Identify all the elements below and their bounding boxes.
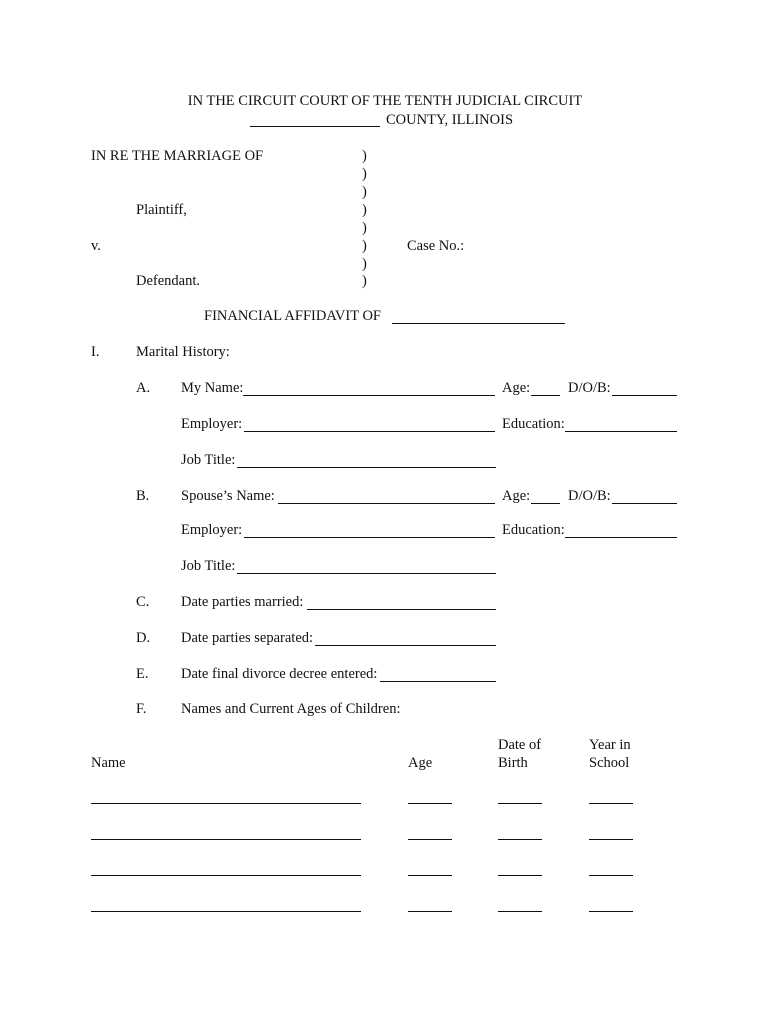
job-title-label: Job Title: xyxy=(181,452,236,468)
col-header-year: School xyxy=(589,755,630,771)
child-year-field[interactable] xyxy=(589,839,633,840)
my-name-field[interactable] xyxy=(243,395,495,396)
caption-paren: ) xyxy=(362,273,367,289)
caption-paren: ) xyxy=(362,184,367,200)
spouse-dob-field[interactable] xyxy=(612,503,677,504)
child-name-field[interactable] xyxy=(91,839,361,840)
child-age-field[interactable] xyxy=(408,911,452,912)
section-numeral: I. xyxy=(91,344,100,360)
spouse-name-field[interactable] xyxy=(278,503,495,504)
date-separated-field[interactable] xyxy=(315,645,496,646)
date-married-field[interactable] xyxy=(307,609,496,610)
employer-label: Employer: xyxy=(181,522,243,538)
age-label: Age: xyxy=(502,488,531,504)
child-dob-field[interactable] xyxy=(498,911,542,912)
child-age-field[interactable] xyxy=(408,803,452,804)
caption-paren: ) xyxy=(362,202,367,218)
child-year-field[interactable] xyxy=(589,803,633,804)
item-letter-b: B. xyxy=(136,488,150,504)
col-header-dob: Date of xyxy=(498,737,542,753)
county-label: COUNTY, ILLINOIS xyxy=(386,112,514,128)
child-dob-field[interactable] xyxy=(498,803,542,804)
date-married-label: Date parties married: xyxy=(181,594,304,610)
col-header-age: Age xyxy=(408,755,433,771)
court-title: IN THE CIRCUIT COURT OF THE TENTH JUDICIAL CIRCUIT xyxy=(187,93,583,109)
in-re-marriage-label: IN RE THE MARRIAGE OF xyxy=(91,148,264,164)
col-header-dob: Birth xyxy=(498,755,528,771)
case-number-label: Case No.: xyxy=(407,238,465,254)
affiant-name-blank[interactable] xyxy=(392,323,565,324)
caption-paren: ) xyxy=(362,166,367,182)
date-separated-label: Date parties separated: xyxy=(181,630,314,646)
child-name-field[interactable] xyxy=(91,875,361,876)
date-decree-label: Date final divorce decree entered: xyxy=(181,666,378,682)
my-name-label: My Name: xyxy=(181,380,244,396)
spouse-age-field[interactable] xyxy=(531,503,560,504)
child-dob-field[interactable] xyxy=(498,839,542,840)
section-heading: Marital History: xyxy=(136,344,230,360)
dob-label: D/O/B: xyxy=(568,488,611,504)
versus-label: v. xyxy=(91,238,101,254)
children-heading: Names and Current Ages of Children: xyxy=(181,701,401,717)
my-age-field[interactable] xyxy=(531,395,560,396)
child-age-field[interactable] xyxy=(408,839,452,840)
item-letter-a: A. xyxy=(136,380,151,396)
spouse-job-title-field[interactable] xyxy=(237,573,496,574)
item-letter-f: F. xyxy=(136,701,147,717)
spouse-education-field[interactable] xyxy=(565,537,677,538)
education-label: Education: xyxy=(502,522,565,538)
caption-paren: ) xyxy=(362,238,367,254)
affidavit-title: FINANCIAL AFFIDAVIT OF xyxy=(204,308,381,324)
caption-paren: ) xyxy=(362,148,367,164)
child-year-field[interactable] xyxy=(589,911,633,912)
age-label: Age: xyxy=(502,380,531,396)
dob-label: D/O/B: xyxy=(568,380,611,396)
caption-paren: ) xyxy=(362,256,367,272)
caption-paren: ) xyxy=(362,220,367,236)
item-letter-c: C. xyxy=(136,594,150,610)
col-header-year: Year in xyxy=(589,737,631,753)
employer-label: Employer: xyxy=(181,416,243,432)
item-letter-d: D. xyxy=(136,630,151,646)
child-name-field[interactable] xyxy=(91,911,361,912)
plaintiff-label: Plaintiff, xyxy=(136,202,187,218)
defendant-label: Defendant. xyxy=(136,273,201,289)
date-decree-field[interactable] xyxy=(380,681,496,682)
col-header-name: Name xyxy=(91,755,126,771)
item-letter-e: E. xyxy=(136,666,149,682)
my-education-field[interactable] xyxy=(565,431,677,432)
spouse-name-label: Spouse’s Name: xyxy=(181,488,275,504)
my-employer-field[interactable] xyxy=(244,431,495,432)
my-dob-field[interactable] xyxy=(612,395,677,396)
child-year-field[interactable] xyxy=(589,875,633,876)
spouse-employer-field[interactable] xyxy=(244,537,495,538)
child-age-field[interactable] xyxy=(408,875,452,876)
my-job-title-field[interactable] xyxy=(237,467,496,468)
child-name-field[interactable] xyxy=(91,803,361,804)
job-title-label: Job Title: xyxy=(181,558,236,574)
education-label: Education: xyxy=(502,416,565,432)
child-dob-field[interactable] xyxy=(498,875,542,876)
county-blank[interactable] xyxy=(250,126,380,127)
